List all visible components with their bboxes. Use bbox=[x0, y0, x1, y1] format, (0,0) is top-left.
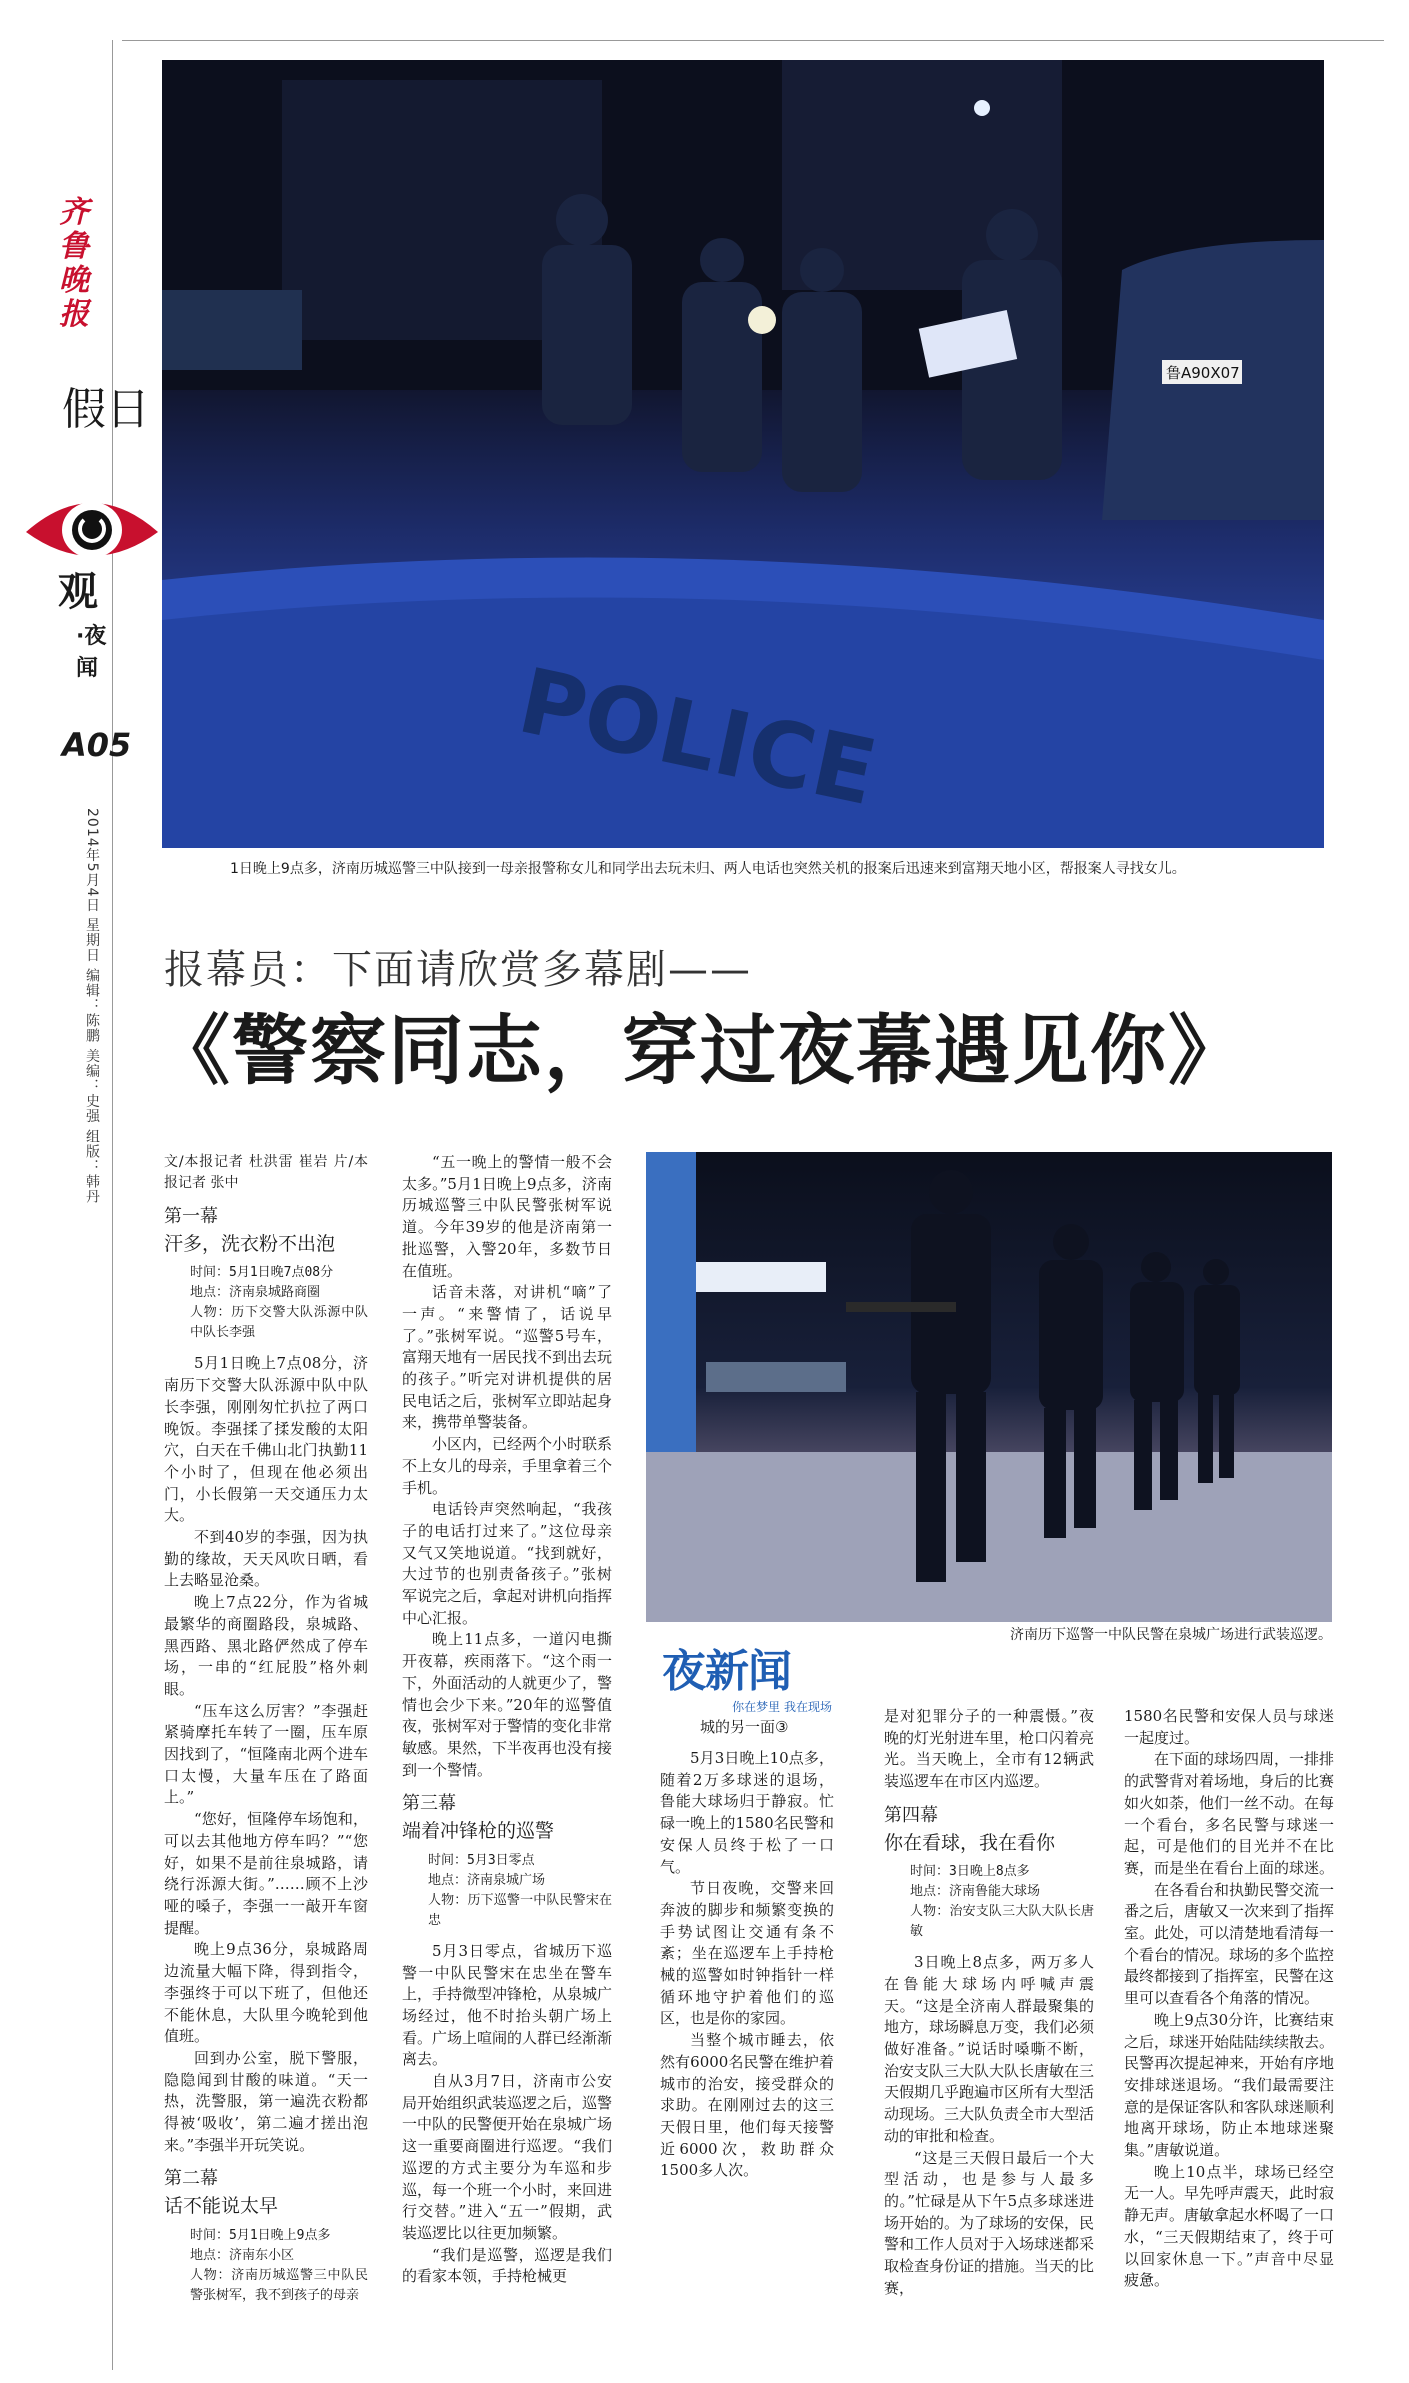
paragraph: 小区内，已经两个小时联系不上女儿的母亲，手里拿着三个手机。 bbox=[402, 1435, 612, 1497]
act-1-title: 汗多，洗衣粉不出泡 bbox=[164, 1232, 336, 1255]
act-1-info bbox=[164, 1263, 368, 1343]
photo2-caption: 济南历下巡警一中队民警在泉城广场进行武装巡逻。 bbox=[1010, 1627, 1332, 1643]
paragraph: “压车这么厉害？”李强赶紧骑摩托车转了一圈，压车原因找到了，“恒隆南北两个进车口太慢，大量车压在了路面上。” bbox=[164, 1701, 368, 1807]
info-line: 地点：济南鲁能大球场 bbox=[910, 1884, 1041, 1900]
article-column-5 bbox=[1124, 1706, 1334, 2368]
act-4-title: 你在看球，我在看你 bbox=[884, 1831, 1056, 1854]
act-3-info bbox=[402, 1851, 612, 1931]
section-sub-1: ·夜 bbox=[76, 624, 107, 649]
armed-patrol-photo bbox=[646, 1152, 1332, 1622]
page-number: A05 bbox=[62, 726, 132, 764]
paragraph: 晚上7点22分，作为省城最繁华的商圈路段，泉城路、黑西路、黑北路俨然成了停车场，一串的“红屁股”格外刺眼。 bbox=[164, 1593, 368, 1698]
car-roof-text: POLICE bbox=[510, 648, 885, 827]
info-line: 人物：历下巡警一中队民警宋在忠 bbox=[428, 1892, 612, 1928]
info-line: 时间：5月3日零点 bbox=[428, 1852, 535, 1868]
info-line: 时间：5月1日晚7点08分 bbox=[190, 1265, 334, 1281]
page-date: 2014年5月4日 星期日 bbox=[84, 808, 100, 963]
article-column-4 bbox=[884, 1706, 1094, 2368]
info-line: 时间：5月1日晚上9点多 bbox=[190, 2227, 331, 2243]
paragraph: 自从3月7日，济南市公安局开始组织武装巡逻之后，巡警一中队的民警便开始在泉城广场这一重要商圈进行巡逻。“我们巡逻的方式主要分为车巡和步巡，每一个班一个小时，来回进行交替。”进入“五一”假期，武装巡逻比以往更加频繁。 bbox=[402, 2072, 612, 2242]
act-3-title: 端着冲锋枪的巡警 bbox=[402, 1820, 555, 1843]
info-line: 地点：济南泉城路商圈 bbox=[190, 1285, 321, 1301]
paragraph: 是对犯罪分子的一种震慑。”夜晚的灯光射进车里，枪口闪着亮光。当天晚上，全市有12辆武装巡逻车在市区内巡逻。 bbox=[884, 1707, 1094, 1791]
newspaper-logo: 齐鲁晚报 bbox=[59, 195, 89, 332]
paragraph: 节日夜晚，交警来回奔波的脚步和频繁变换的手势试图让交通有条不紊；坐在巡逻车上手持枪械的巡警如时钟指针一样循环地守护着他们的巡区，也是你的家园。 bbox=[660, 1879, 834, 2028]
act-2-title: 话不能说太早 bbox=[164, 2195, 279, 2218]
photo1-caption: 1日晚上9点多，济南历城巡警三中队接到一母亲报警称女儿和同学出去玩未归、两人电话也突然关机的报案后迅速来到富翔天地小区，帮报案人寻找女儿。 bbox=[230, 861, 1186, 877]
article-column-2 bbox=[402, 1152, 612, 2372]
info-line: 地点：济南东小区 bbox=[190, 2247, 295, 2263]
car-plate: 鲁A90X07 bbox=[1166, 364, 1240, 382]
info-line: 人物：济南历城巡警三中队民警张树军，我不到孩子的母亲 bbox=[190, 2267, 368, 2303]
act-4-info bbox=[884, 1862, 1094, 1942]
page-credits: 编辑：陈鹏 美编：史强 组版：韩丹 bbox=[84, 968, 100, 1205]
night-news-title: 夜新闻 bbox=[662, 1646, 791, 1697]
paragraph: 1580名民警和安保人员与球迷一起度过。 bbox=[1124, 1707, 1334, 1747]
photo-illustration-2 bbox=[646, 1152, 1332, 1622]
paragraph: 3日晚上8点多，两万多人在鲁能大球场内呼喊声震天。“这是全济南人群最聚集的地方，球场瞬息万变，我们必须做好准备。”说话时嗓嘶不断，治安支队三大队大队长唐敏在三天假期几乎跑遍市区所有大型活动现场。三大队负责全市大型活动的审批和检查。 bbox=[884, 1953, 1094, 2145]
paragraph: 当整个城市睡去，依然有6000名民警在维护着城市的治安，接受群众的求助。在刚刚过去的这三天假日里，他们每天接警近6000次，救助群众1500多人次。 bbox=[660, 2031, 834, 2180]
info-line: 人物：治安支队三大队大队长唐敏 bbox=[910, 1904, 1094, 1940]
article-column-3 bbox=[660, 1748, 834, 2368]
night-news-logo bbox=[662, 1648, 832, 1715]
section-title-top: 假日 bbox=[62, 384, 150, 435]
paragraph: 5月3日晚上10点多，随着2万多球迷的退场，鲁能大球场归于静寂。忙碌一晚上的1580名民警和安保人员终于松了一口气。 bbox=[660, 1749, 834, 1876]
paragraph: 晚上9点30分许，比赛结束之后，球迷开始陆陆续续散去。民警再次提起神来，开始有序地安排球迷退场。“我们最需要注意的是保证客队和客队球迷顺利地离开球场，防止本地球迷聚集。”唐敏说道。 bbox=[1124, 2010, 1334, 2160]
page-meta bbox=[84, 808, 100, 1204]
paragraph: “五一晚上的警情一般不会太多。”5月1日晚上9点多，济南历城巡警三中队民警张树军说道。今年39岁的他是济南第一批巡警，入警20年，多数节日在值班。 bbox=[402, 1153, 612, 1280]
section-title-bottom: 观 bbox=[58, 569, 98, 615]
paragraph: “您好，恒隆停车场饱和，可以去其他地方停车吗？”“您好，如果不是前往泉城路，请绕行泺源大街。”……顾不上沙哑的嗓子，李强一一敲开车窗提醒。 bbox=[164, 1810, 368, 1937]
info-line: 人物：历下交警大队泺源中队中队长李强 bbox=[190, 1305, 368, 1341]
night-patrol-photo bbox=[162, 60, 1324, 848]
paragraph: “这是三天假日最后一个大型活动，也是参与人最多的。”忙碌是从下午5点多球迷进场开始的。为了球场的安保，民警和工作人员对于入场球迷都采取检查身份证的措施。当天的比赛， bbox=[884, 2148, 1094, 2297]
eye-icon bbox=[22, 480, 162, 572]
paragraph: 5月3日零点，省城历下巡警一中队民警宋在忠坐在警车上，手持微型冲锋枪，从泉城广场经过，他不时抬头朝广场上看。广场上喧闹的人群已经渐渐离去。 bbox=[402, 1941, 612, 2069]
paragraph: 在各看台和执勤民警交流一番之后，唐敏又一次来到了指挥室。此处，可以清楚地看清每一个看台的情况。球场的多个监控最终都接到了指挥室，民警在这里可以查看各个角落的情况。 bbox=[1124, 1880, 1334, 2008]
info-line: 地点：济南泉城广场 bbox=[428, 1872, 546, 1888]
byline: 文/本报记者 杜洪雷 崔岩 片/本报记者 张中 bbox=[164, 1154, 368, 1191]
paragraph: 晚上11点多，一道闪电撕开夜幕，疾雨落下。“这个雨一下，外面活动的人就更少了，警情也会少下来。”20年的巡警值夜，张树军对于警情的变化非常敏感。果然，下半夜再也没有接到一个警情。 bbox=[402, 1630, 612, 1779]
paragraph: “我们是巡警，巡逻是我们的看家本领，手持枪械更 bbox=[402, 2245, 612, 2286]
top-rule bbox=[122, 40, 1384, 41]
paragraph: 5月1日晚上7点08分，济南历下交警大队泺源中队中队长李强，刚刚匆忙扒拉了两口晚饭。李强揉了揉发酸的太阳穴，白天在千佛山北门执勤11个小时了，但现在他必须出门，小长假第一天交通压力太大。 bbox=[164, 1354, 368, 1525]
act-1-label: 第一幕 bbox=[164, 1206, 218, 1227]
paragraph: 在下面的球场四周，一排排的武警背对着场地，身后的比赛如火如荼，他们一丝不动。在每一个看台，多名民警与球迷一起，可是他们的目光并不在比赛，而是坐在看台上面的球迷。 bbox=[1124, 1750, 1334, 1877]
info-line: 时间：3日晚上8点多 bbox=[910, 1864, 1030, 1880]
act-4-label: 第四幕 bbox=[884, 1804, 938, 1826]
headline-kicker: 报幕员：下面请欣赏多幕剧—— bbox=[164, 947, 752, 993]
section-sub-2: 闻 bbox=[76, 656, 99, 681]
paragraph: 不到40岁的李强，因为执勤的缘故，天天风吹日晒，看上去略显沧桑。 bbox=[164, 1528, 368, 1590]
paragraph: 话音未落，对讲机“嘀”了一声。“来警情了，话说早了。”张树军说。“巡警5号车，富翔天地有一居民找不到出去玩的孩子。”听完对讲机提供的居民电话之后，张树军立即站起身来，携带单警装备。 bbox=[402, 1283, 612, 1432]
photo-illustration bbox=[162, 60, 1324, 848]
act-2-info bbox=[164, 2226, 368, 2306]
headline: 《警察同志，穿过夜幕遇见你》 bbox=[154, 1006, 1246, 1095]
article-column-1 bbox=[164, 1152, 368, 2372]
series-label: 城的另一面③ bbox=[700, 1718, 789, 1736]
paragraph: 电话铃声突然响起，“我孩子的电话打过来了。”这位母亲又气又笑地说道。“找到就好，大过节的也别责备孩子。”张树军说完之后，拿起对讲机向指挥中心汇报。 bbox=[402, 1500, 612, 1627]
paragraph: 晚上9点36分，泉城路周边流量大幅下降，得到指令，李强终于可以下班了，但他还不能休息，大队里今晚轮到他值班。 bbox=[164, 1940, 368, 2046]
night-news-slogan: 你在梦里 我在现场 bbox=[732, 1700, 832, 1714]
act-3-label: 第三幕 bbox=[402, 1793, 456, 1815]
paragraph: 回到办公室，脱下警服，隐隐闻到甘酸的味道。“天一热，洗警服，第一遍洗衣粉都得被‘吸收’，第二遍才搓出泡来。”李强半开玩笑说。 bbox=[164, 2048, 368, 2154]
paragraph: 晚上10点半，球场已经空无一人。早先呼声震天，此时寂静无声。唐敏拿起水杯喝了一口水，“三天假期结束了，终于可以回家休息一下。”声音中尽显疲惫。 bbox=[1124, 2162, 1334, 2290]
act-2-label: 第二幕 bbox=[164, 2168, 218, 2190]
